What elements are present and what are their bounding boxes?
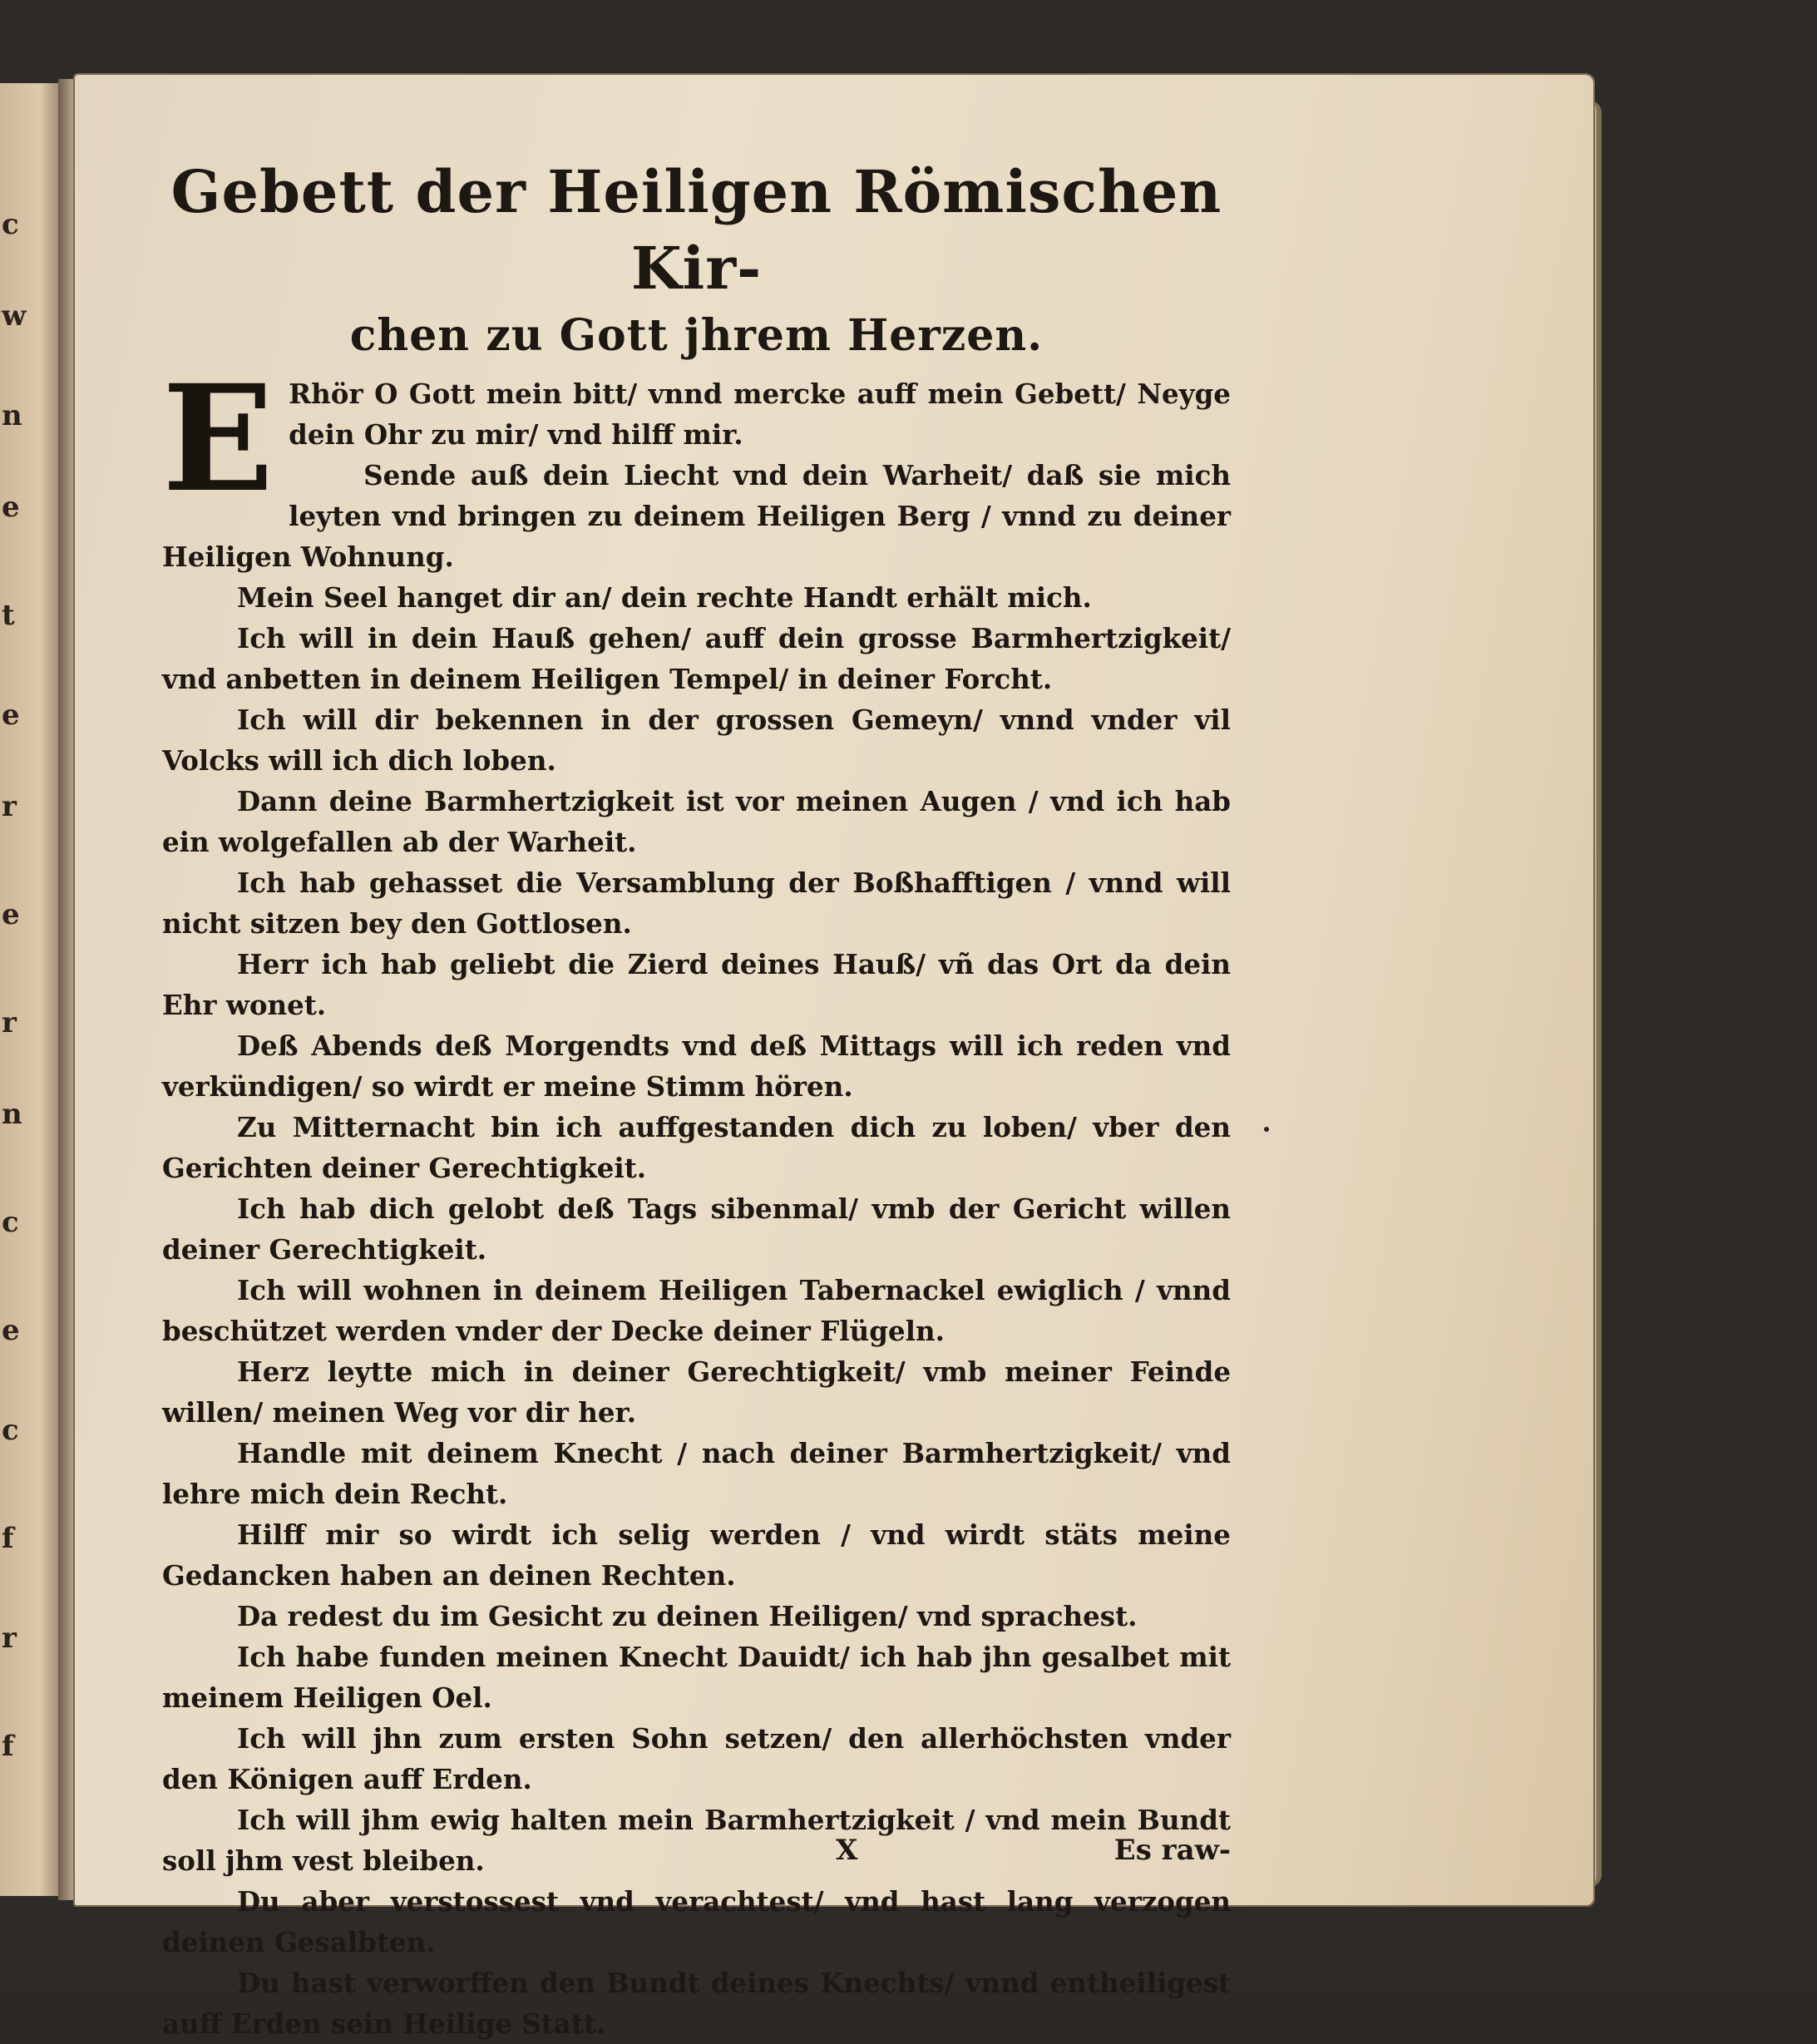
drop-cap-initial: E [162, 353, 274, 525]
margin-glyph: t [2, 599, 15, 632]
verse: Ich will dir bekennen in der grossen Gemeyn/ vnnd vnder vil Volcks will ich dich loben. [162, 704, 1231, 777]
margin-glyph: c [2, 1206, 19, 1239]
verse: Deß Abends deß Morgendts vnd deß Mittags will ich reden vnd verkündigen/ so wirdt er meine Stimm hören. [162, 1029, 1231, 1103]
verse: Mein Seel hanget dir an/ dein rechte Handt erhält mich. [237, 581, 1092, 614]
verse: Du hast verworffen den Bundt deines Knechts/ vnnd entheiligest auff Erden sein Heilige Statt. [162, 1967, 1231, 2040]
verse: Herz leytte mich in deiner Gerechtigkeit/ vmb meiner Feinde willen/ meinen Weg vor dir her. [162, 1355, 1231, 1429]
verse: Ich hab gehasset die Versamblung der Boßhafftigen / vnnd will nicht sitzen bey den Gottlosen. [162, 866, 1231, 940]
margin-glyph: f [2, 1730, 14, 1763]
verse: Handle mit deinem Knecht / nach deiner Barmhertzigkeit/ vnd lehre mich dein Recht. [162, 1437, 1231, 1510]
verse: Du aber verstossest vnd verachtest/ vnd hast lang verzogen deinen Gesalbten. [162, 1885, 1231, 1958]
catchword: Es raw- [1113, 1834, 1231, 1867]
margin-glyph: n [2, 1098, 22, 1131]
verse: Ich will in dein Hauß gehen/ auff dein grosse Barmhertzigkeit/ vnd anbetten in deinem Heiligen Tempel/ in deiner Forcht. [162, 622, 1231, 695]
verse: Ich will wohnen in deinem Heiligen Tabernackel ewiglich / vnnd beschützet werden vnder der Decke deiner Flügeln. [162, 1274, 1231, 1347]
margin-glyph: n [2, 399, 22, 432]
signature-mark: X [836, 1834, 858, 1867]
facing-page-left [0, 83, 67, 1896]
margin-glyph: r [2, 1622, 17, 1655]
ink-speck [1264, 1127, 1269, 1132]
verse: Ich habe funden meinen Knecht Dauidt/ ich hab jhn gesalbet mit meinem Heiligen Oel. [162, 1641, 1231, 1714]
verse: Ich will jhm ewig halten mein Barmhertzigkeit / vnd mein Bundt soll jhm vest bleiben. [162, 1804, 1231, 1877]
title-line-2: chen zu Gott jhrem Herzen. [349, 310, 1044, 361]
verse: Rhör O Gott mein bitt/ vnnd mercke auff mein Gebett/ Neyge dein Ohr zu mir/ vnd hilff mir. [289, 378, 1231, 451]
margin-glyph: e [2, 699, 20, 732]
page-title [162, 154, 1231, 365]
margin-glyph: f [2, 1522, 14, 1555]
verse: Ich hab dich gelobt deß Tags sibenmal/ vmb der Gericht willen deiner Gerechtigkeit. [162, 1192, 1231, 1266]
margin-glyph: e [2, 491, 20, 524]
facing-page-margin-glyphs [2, 208, 35, 1871]
page-text [162, 154, 1231, 2040]
prayer-body [162, 353, 1231, 2044]
verse: Herr ich hab geliebt die Zierd deines Hauß/ vñ das Ort da dein Ehr wonet. [162, 948, 1231, 1021]
page-footer [162, 1834, 1231, 1880]
verse: Ich will jhn zum ersten Sohn setzen/ den allerhöchsten vnder den Königen auff Erden. [162, 1722, 1231, 1795]
verse: Sende auß dein Liecht vnd dein Warheit/ daß sie mich leyten vnd bringen zu deinem Heiligen Berg / vnnd zu deiner Heiligen Wohnung. [162, 459, 1231, 573]
margin-glyph: e [2, 1314, 20, 1347]
margin-glyph: c [2, 1414, 19, 1447]
margin-glyph: r [2, 790, 17, 823]
verse: Hilff mir so wirdt ich selig werden / vnd wirdt stäts meine Gedancken haben an deinen Rechten. [162, 1518, 1231, 1592]
margin-glyph: c [2, 208, 19, 241]
verse: Da redest du im Gesicht zu deinen Heiligen/ vnd sprachest. [237, 1600, 1138, 1632]
title-line-1: Gebett der Heiligen Römischen Kir- [170, 157, 1222, 303]
margin-glyph: e [2, 898, 20, 931]
verse: Dann deine Barmhertzigkeit ist vor meinen Augen / vnd ich hab ein wolgefallen ab der Warheit. [162, 785, 1231, 858]
margin-glyph: r [2, 1006, 17, 1039]
verse: Zu Mitternacht bin ich auffgestanden dich zu loben/ vber den Gerichten deiner Gerechtigkeit. [162, 1111, 1231, 1184]
margin-glyph: w [2, 299, 27, 333]
